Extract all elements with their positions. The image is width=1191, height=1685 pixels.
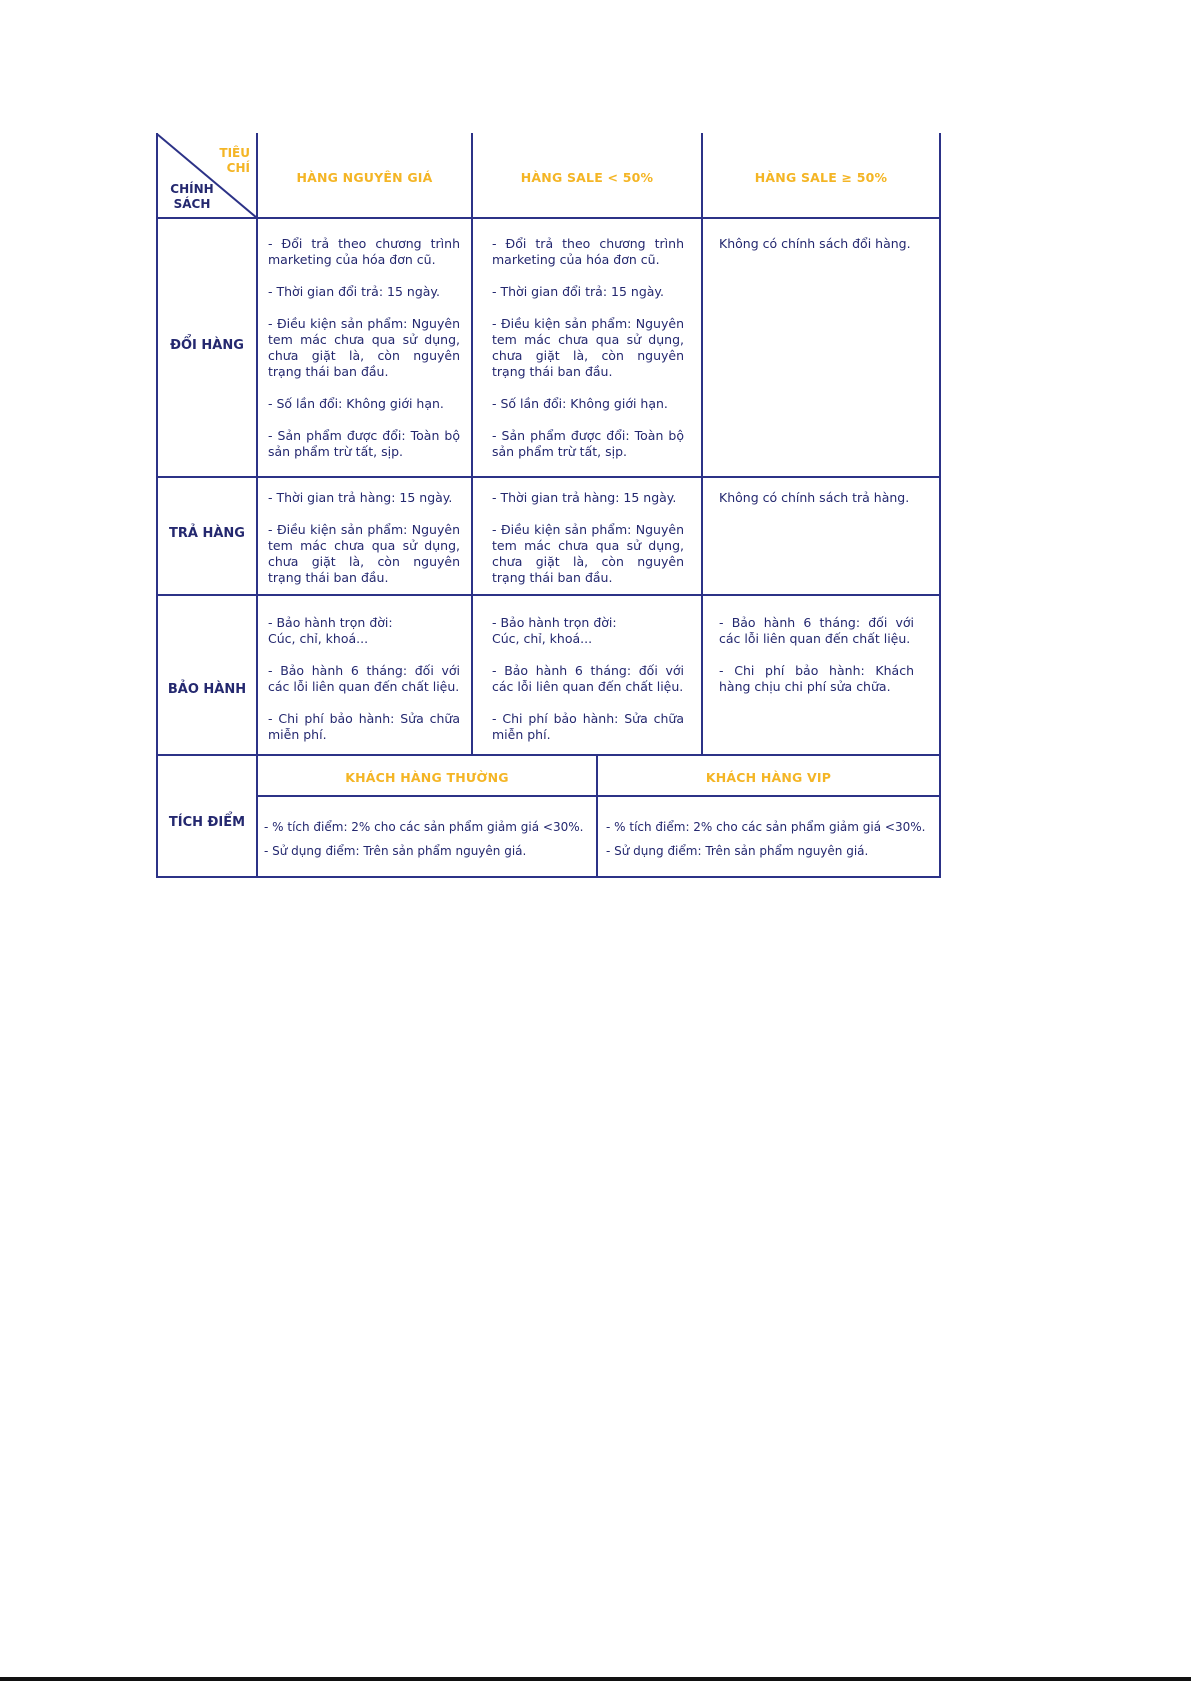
- policy-line: - Bảo hành trọn đời: Cúc, chỉ, khoá...: [268, 615, 393, 646]
- points-header-vip: KHÁCH HÀNG VIP: [705, 770, 832, 785]
- policy-line: - Bảo hành 6 tháng: đối với các lỗi liên quan đến chất liệu.: [268, 663, 460, 694]
- policy-line: - Thời gian trả hàng: 15 ngày.: [492, 490, 677, 505]
- policy-line: - Điều kiện sản phẩm: Nguyên tem mác chưa qua sử dụng, chưa giặt là, còn nguyên trạng thái ban đầu.: [492, 316, 684, 379]
- table-border-row3-bottom: [156, 754, 941, 756]
- points-vip-cell: [606, 815, 938, 863]
- column-header-sale-under-50: HÀNG SALE < 50%: [520, 170, 654, 185]
- policy-line: - Bảo hành trọn đời: Cúc, chỉ, khoá...: [492, 615, 617, 646]
- policy-line: - Thời gian đổi trả: 15 ngày.: [492, 284, 664, 299]
- policy-line: - Sử dụng điểm: Trên sản phẩm nguyên giá.: [606, 844, 869, 858]
- row-header-points: TÍCH ĐIỂM: [168, 815, 246, 830]
- row-header-warranty: BẢO HÀNH: [167, 682, 247, 697]
- policy-line: - Sản phẩm được đổi: Toàn bộ sản phẩm trừ tất, sịp.: [268, 428, 460, 459]
- policy-line: Không có chính sách trả hàng.: [719, 490, 910, 505]
- exchange-full-price-cell: [268, 236, 460, 460]
- policy-line: - Điều kiện sản phẩm: Nguyên tem mác chưa qua sử dụng, chưa giặt là, còn nguyên trạng thái ban đầu.: [492, 522, 684, 585]
- policy-line: - Bảo hành 6 tháng: đối với các lỗi liên quan đến chất liệu.: [719, 615, 914, 646]
- policy-line: - Chi phí bảo hành: Sửa chữa miễn phí.: [268, 711, 460, 742]
- policy-line: - Chi phí bảo hành: Khách hàng chịu chi phí sửa chữa.: [719, 663, 914, 694]
- return-sale-over-50-cell: [719, 490, 924, 506]
- warranty-sale-over-50-cell: [719, 615, 914, 695]
- points-header-normal: KHÁCH HÀNG THƯỜNG: [345, 770, 509, 785]
- policy-line: - Đổi trả theo chương trình marketing của hóa đơn cũ.: [268, 236, 460, 267]
- policy-line: - Số lần đổi: Không giới hạn.: [492, 396, 668, 411]
- table-border-row2-bottom: [156, 594, 941, 596]
- policy-line: - Đổi trả theo chương trình marketing của hóa đơn cũ.: [492, 236, 684, 267]
- warranty-sale-under-50-cell: [492, 615, 684, 743]
- corner-label-policy: CHÍNH SÁCH: [170, 182, 214, 211]
- policy-line: - Bảo hành 6 tháng: đối với các lỗi liên quan đến chất liệu.: [492, 663, 684, 694]
- policy-line: - Điều kiện sản phẩm: Nguyên tem mác chưa qua sử dụng, chưa giặt là, còn nguyên trạng thái ban đầu.: [268, 316, 460, 379]
- row-header-exchange: ĐỔI HÀNG: [170, 338, 244, 353]
- policy-line: - Chi phí bảo hành: Sửa chữa miễn phí.: [492, 711, 684, 742]
- column-header-sale-over-50: HÀNG SALE ≥ 50%: [754, 170, 888, 185]
- policy-line: - Điều kiện sản phẩm: Nguyên tem mác chưa qua sử dụng, chưa giặt là, còn nguyên trạng thái ban đầu.: [268, 522, 460, 585]
- column-header-full-price: HÀNG NGUYÊN GIÁ: [296, 170, 433, 185]
- return-sale-under-50-cell: [492, 490, 684, 586]
- warranty-full-price-cell: [268, 615, 460, 743]
- policy-line: - % tích điểm: 2% cho các sản phẩm giảm giá <30%.: [606, 820, 926, 834]
- corner-label-criteria: TIÊU CHÍ: [219, 146, 250, 175]
- policy-line: - % tích điểm: 2% cho các sản phẩm giảm giá <30%.: [264, 820, 584, 834]
- exchange-sale-under-50-cell: [492, 236, 684, 460]
- table-border-tich-header-bottom: [256, 795, 941, 797]
- policy-line: - Thời gian đổi trả: 15 ngày.: [268, 284, 440, 299]
- return-full-price-cell: [268, 490, 460, 586]
- policy-line: - Thời gian trả hàng: 15 ngày.: [268, 490, 453, 505]
- policy-line: Không có chính sách đổi hàng.: [719, 236, 911, 251]
- exchange-sale-over-50-cell: [719, 236, 924, 252]
- policy-line: - Số lần đổi: Không giới hạn.: [268, 396, 444, 411]
- table-border-row1-bottom: [156, 476, 941, 478]
- table-border-bottom: [156, 876, 941, 878]
- row-header-return: TRẢ HÀNG: [169, 526, 245, 541]
- points-normal-cell: [264, 815, 596, 863]
- policy-line: - Sử dụng điểm: Trên sản phẩm nguyên giá.: [264, 844, 527, 858]
- policy-line: - Sản phẩm được đổi: Toàn bộ sản phẩm trừ tất, sịp.: [492, 428, 684, 459]
- page-bottom-rule: [0, 1677, 1191, 1681]
